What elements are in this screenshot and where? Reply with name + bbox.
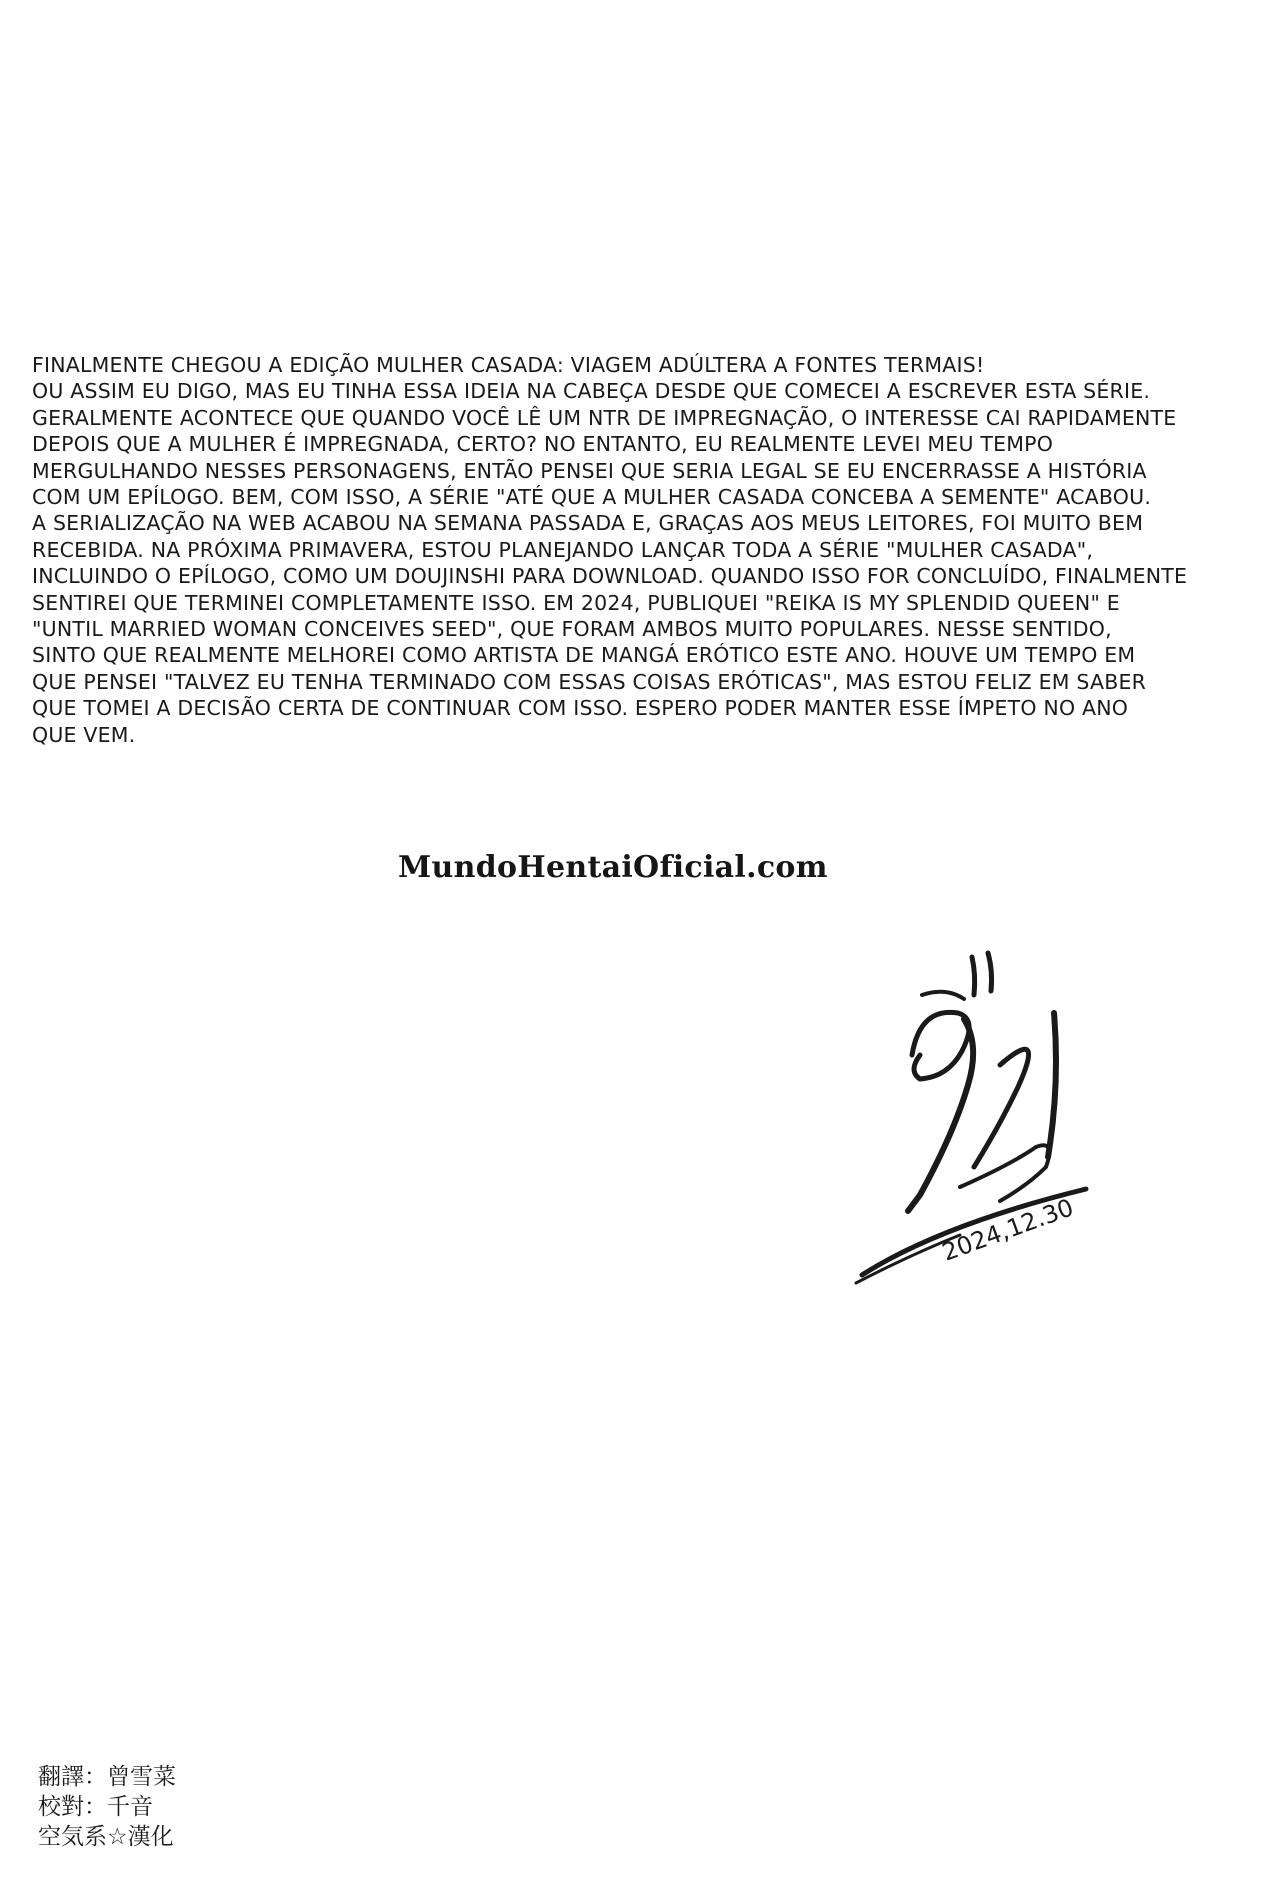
afterword-line: COM UM EPÍLOGO. BEM, COM ISSO, A SÉRIE "ATÉ QUE A MULHER CASADA CONCEBA A SEMENTE" ACABOU. <box>32 485 1152 510</box>
afterword-line: GERALMENTE ACONTECE QUE QUANDO VOCÊ LÊ UM NTR DE IMPREGNAÇÃO, O INTERESSE CAI RAPIDAMENTE <box>32 405 1177 430</box>
afterword-line: QUE PENSEI "TALVEZ EU TENHA TERMINADO COM ESSAS COISAS ERÓTICAS", MAS ESTOU FELIZ EM SABER <box>32 669 1147 694</box>
translator-credit: 翻譯：曾雪菜 <box>38 1764 176 1790</box>
group-credit: 空気系☆漢化 <box>38 1824 174 1850</box>
afterword-text <box>32 352 1232 748</box>
author-signature <box>850 895 1110 1295</box>
proofreader-credit: 校對：千音 <box>38 1794 153 1820</box>
afterword-line: DEPOIS QUE A MULHER É IMPREGNADA, CERTO? NO ENTANTO, EU REALMENTE LEVEI MEU TEMPO <box>32 432 1054 457</box>
afterword-line: RECEBIDA. NA PRÓXIMA PRIMAVERA, ESTOU PLANEJANDO LANÇAR TODA A SÉRIE "MULHER CASADA", <box>32 537 1094 562</box>
afterword-line: QUE TOMEI A DECISÃO CERTA DE CONTINUAR COM ISSO. ESPERO PODER MANTER ESSE ÍMPETO NO ANO <box>32 696 1129 721</box>
afterword-line: QUE VEM. <box>32 722 136 747</box>
afterword-line: INCLUINDO O EPÍLOGO, COMO UM DOUJINSHI PARA DOWNLOAD. QUANDO ISSO FOR CONCLUÍDO, FINALMENTE <box>32 564 1188 589</box>
afterword-line: SENTIREI QUE TERMINEI COMPLETAMENTE ISSO. EM 2024, PUBLIQUEI "REIKA IS MY SPLENDID QUEEN" E <box>32 590 1120 615</box>
afterword-line: MERGULHANDO NESSES PERSONAGENS, ENTÃO PENSEI QUE SERIA LEGAL SE EU ENCERRASSE A HISTÓRIA <box>32 458 1147 483</box>
afterword-line: OU ASSIM EU DIGO, MAS EU TINHA ESSA IDEIA NA CABEÇA DESDE QUE COMECEI A ESCREVER ESTA SÉRIE. <box>32 379 1151 404</box>
afterword-line: SINTO QUE REALMENTE MELHOREI COMO ARTISTA DE MANGÁ ERÓTICO ESTE ANO. HOUVE UM TEMPO EM <box>32 643 1136 668</box>
scanlation-credits <box>38 1762 176 1852</box>
afterword-line: A SERIALIZAÇÃO NA WEB ACABOU NA SEMANA PASSADA E, GRAÇAS AOS MEUS LEITORES, FOI MUITO BEM <box>32 511 1144 536</box>
afterword-line: FINALMENTE CHEGOU A EDIÇÃO MULHER CASADA: VIAGEM ADÚLTERA A FONTES TERMAIS! <box>32 353 985 377</box>
watermark-url: MundoHentaiOficial.com <box>398 850 828 885</box>
afterword-line: "UNTIL MARRIED WOMAN CONCEIVES SEED", QUE FORAM AMBOS MUITO POPULARES. NESSE SENTIDO, <box>32 617 1112 642</box>
signature-drawing <box>850 895 1110 1295</box>
signature-date: 2024,12.30 <box>938 1193 1078 1267</box>
